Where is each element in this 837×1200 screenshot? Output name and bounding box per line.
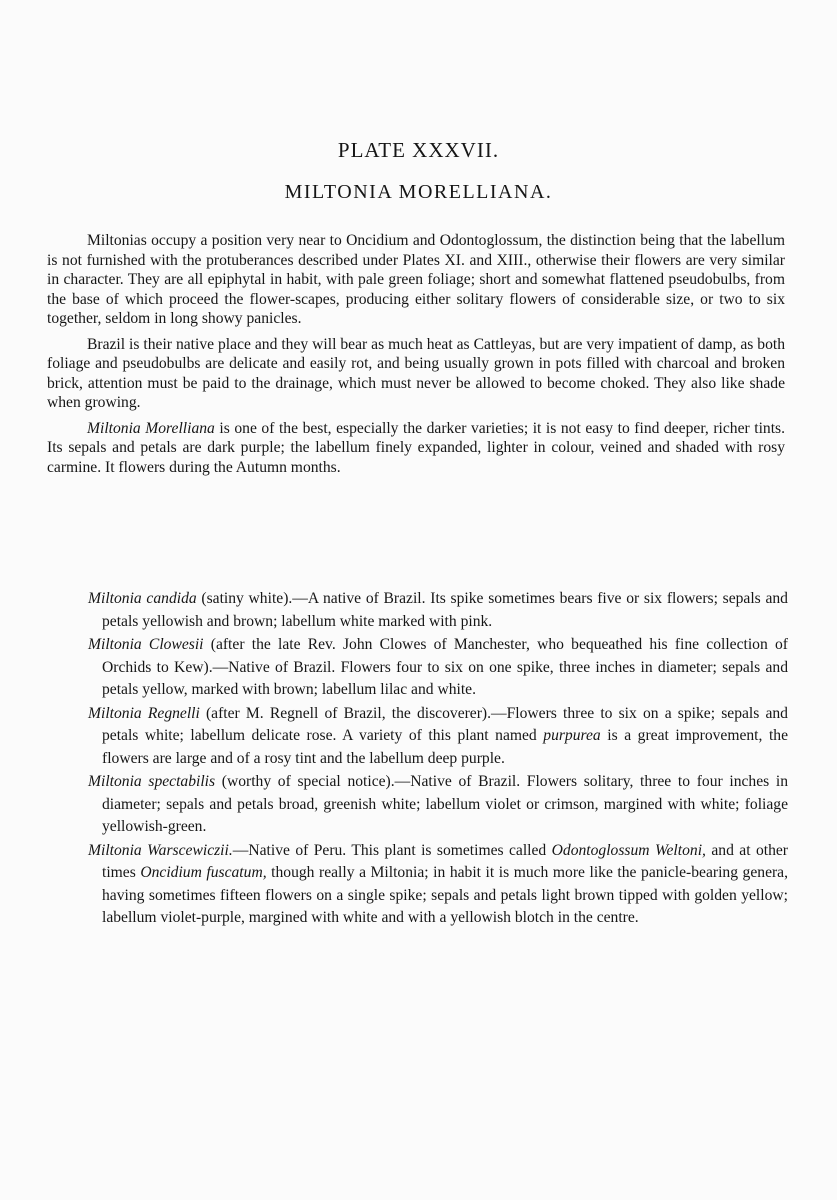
species-name: Miltonia Clowesii bbox=[88, 636, 204, 653]
synonym-name: Odontoglossum Weltoni, bbox=[551, 841, 706, 859]
species-description: (worthy of special notice).—Native of Brazil. Flowers solitary, three to four inches in diameter; sepals and petals broad, greenish white; labellum violet or crimson, margined with white; foliage yellowish-green. bbox=[102, 773, 788, 835]
variety-name: purpurea bbox=[543, 727, 601, 744]
synonym-name: Oncidium fuscatum, bbox=[140, 864, 267, 881]
intro-text bbox=[47, 231, 785, 483]
species-description-end: though really a Miltonia; in habit it is much more like the panicle-bearing genera, having sometimes fifteen flowers on a single spike; sepals and petals light brown tipped with golden yellow; labellum violet-purple, margined with white and with a yellowish blotch in the centre. bbox=[102, 864, 788, 926]
species-description: (after the late Rev. John Clowes of Manchester, who bequeathed his fine collection of Orchids to Kew).—Native of Brazil. Flowers four to six on one spike, three inches in diameter; sepals and petals yellow, marked with brown; labellum lilac and white. bbox=[102, 636, 788, 698]
species-description: (satiny white).—A native of Brazil. Its spike sometimes bears five or six flowers; sepals and petals yellowish and brown; labellum white marked with pink. bbox=[102, 590, 788, 630]
species-entry-spectabilis bbox=[88, 771, 788, 839]
species-name: Miltonia Morelliana bbox=[87, 419, 215, 437]
species-name: Miltonia spectabilis bbox=[88, 773, 216, 790]
species-description-cont: is a great improvement, the flowers are large and of a rosy tint and the labellum deep purple. bbox=[102, 727, 788, 767]
species-entry-warscewiczii bbox=[88, 840, 788, 930]
intro-paragraph-3-text: is one of the best, especially the darker varieties; it is not easy to find deeper, richer tints. Its sepals and petals are dark purple; the labellum finely expanded, lighter in colour, veined and shaded with rosy carmine. It flowers during the Autumn months. bbox=[47, 419, 786, 476]
plate-number: PLATE XXXVII. bbox=[337, 138, 500, 162]
species-entry-regnelli bbox=[88, 703, 788, 771]
species-list bbox=[88, 588, 788, 931]
species-description: (after M. Regnell of Brazil, the discoverer).—Flowers three to six on a spike; sepals and petals white; labellum delicate rose. A variety of this plant named bbox=[102, 704, 788, 744]
intro-paragraph-3 bbox=[47, 419, 785, 478]
species-name: Miltonia Warscewiczii. bbox=[88, 841, 233, 859]
page-title: MILTONIA MORELLIANA. bbox=[284, 181, 553, 203]
species-entry-clowesii bbox=[88, 634, 788, 702]
intro-paragraph-1: Miltonias occupy a position very near to Oncidium and Odontoglossum, the distinction being that the labellum is not furnished with the protuberances described under Plates XI. and XIII., otherwise their flowers are very similar in character. They are all epiphytal in habit, with pale green foliage; short and somewhat flattened pseudobulbs, from the base of which proceed the flower-scapes, producing either solitary flowers of considerable size, or two to six together, seldom in long showy panicles. bbox=[47, 232, 785, 327]
species-name: Miltonia candida bbox=[88, 590, 197, 607]
species-description: —Native of Peru. This plant is sometimes called bbox=[232, 841, 552, 859]
species-description-cont: and at other times bbox=[102, 841, 788, 881]
species-entry-candida bbox=[88, 588, 788, 633]
intro-paragraph-2: Brazil is their native place and they will bear as much heat as Cattleyas, but are very impatient of damp, as both foliage and pseudobulbs are delicate and easily rot, and being usually grown in pots filled with charcoal and broken brick, attention must be paid to the drainage, which must never be allowed to become choked. They also like shade when growing. bbox=[47, 335, 785, 411]
species-name: Miltonia Regnelli bbox=[88, 704, 200, 722]
